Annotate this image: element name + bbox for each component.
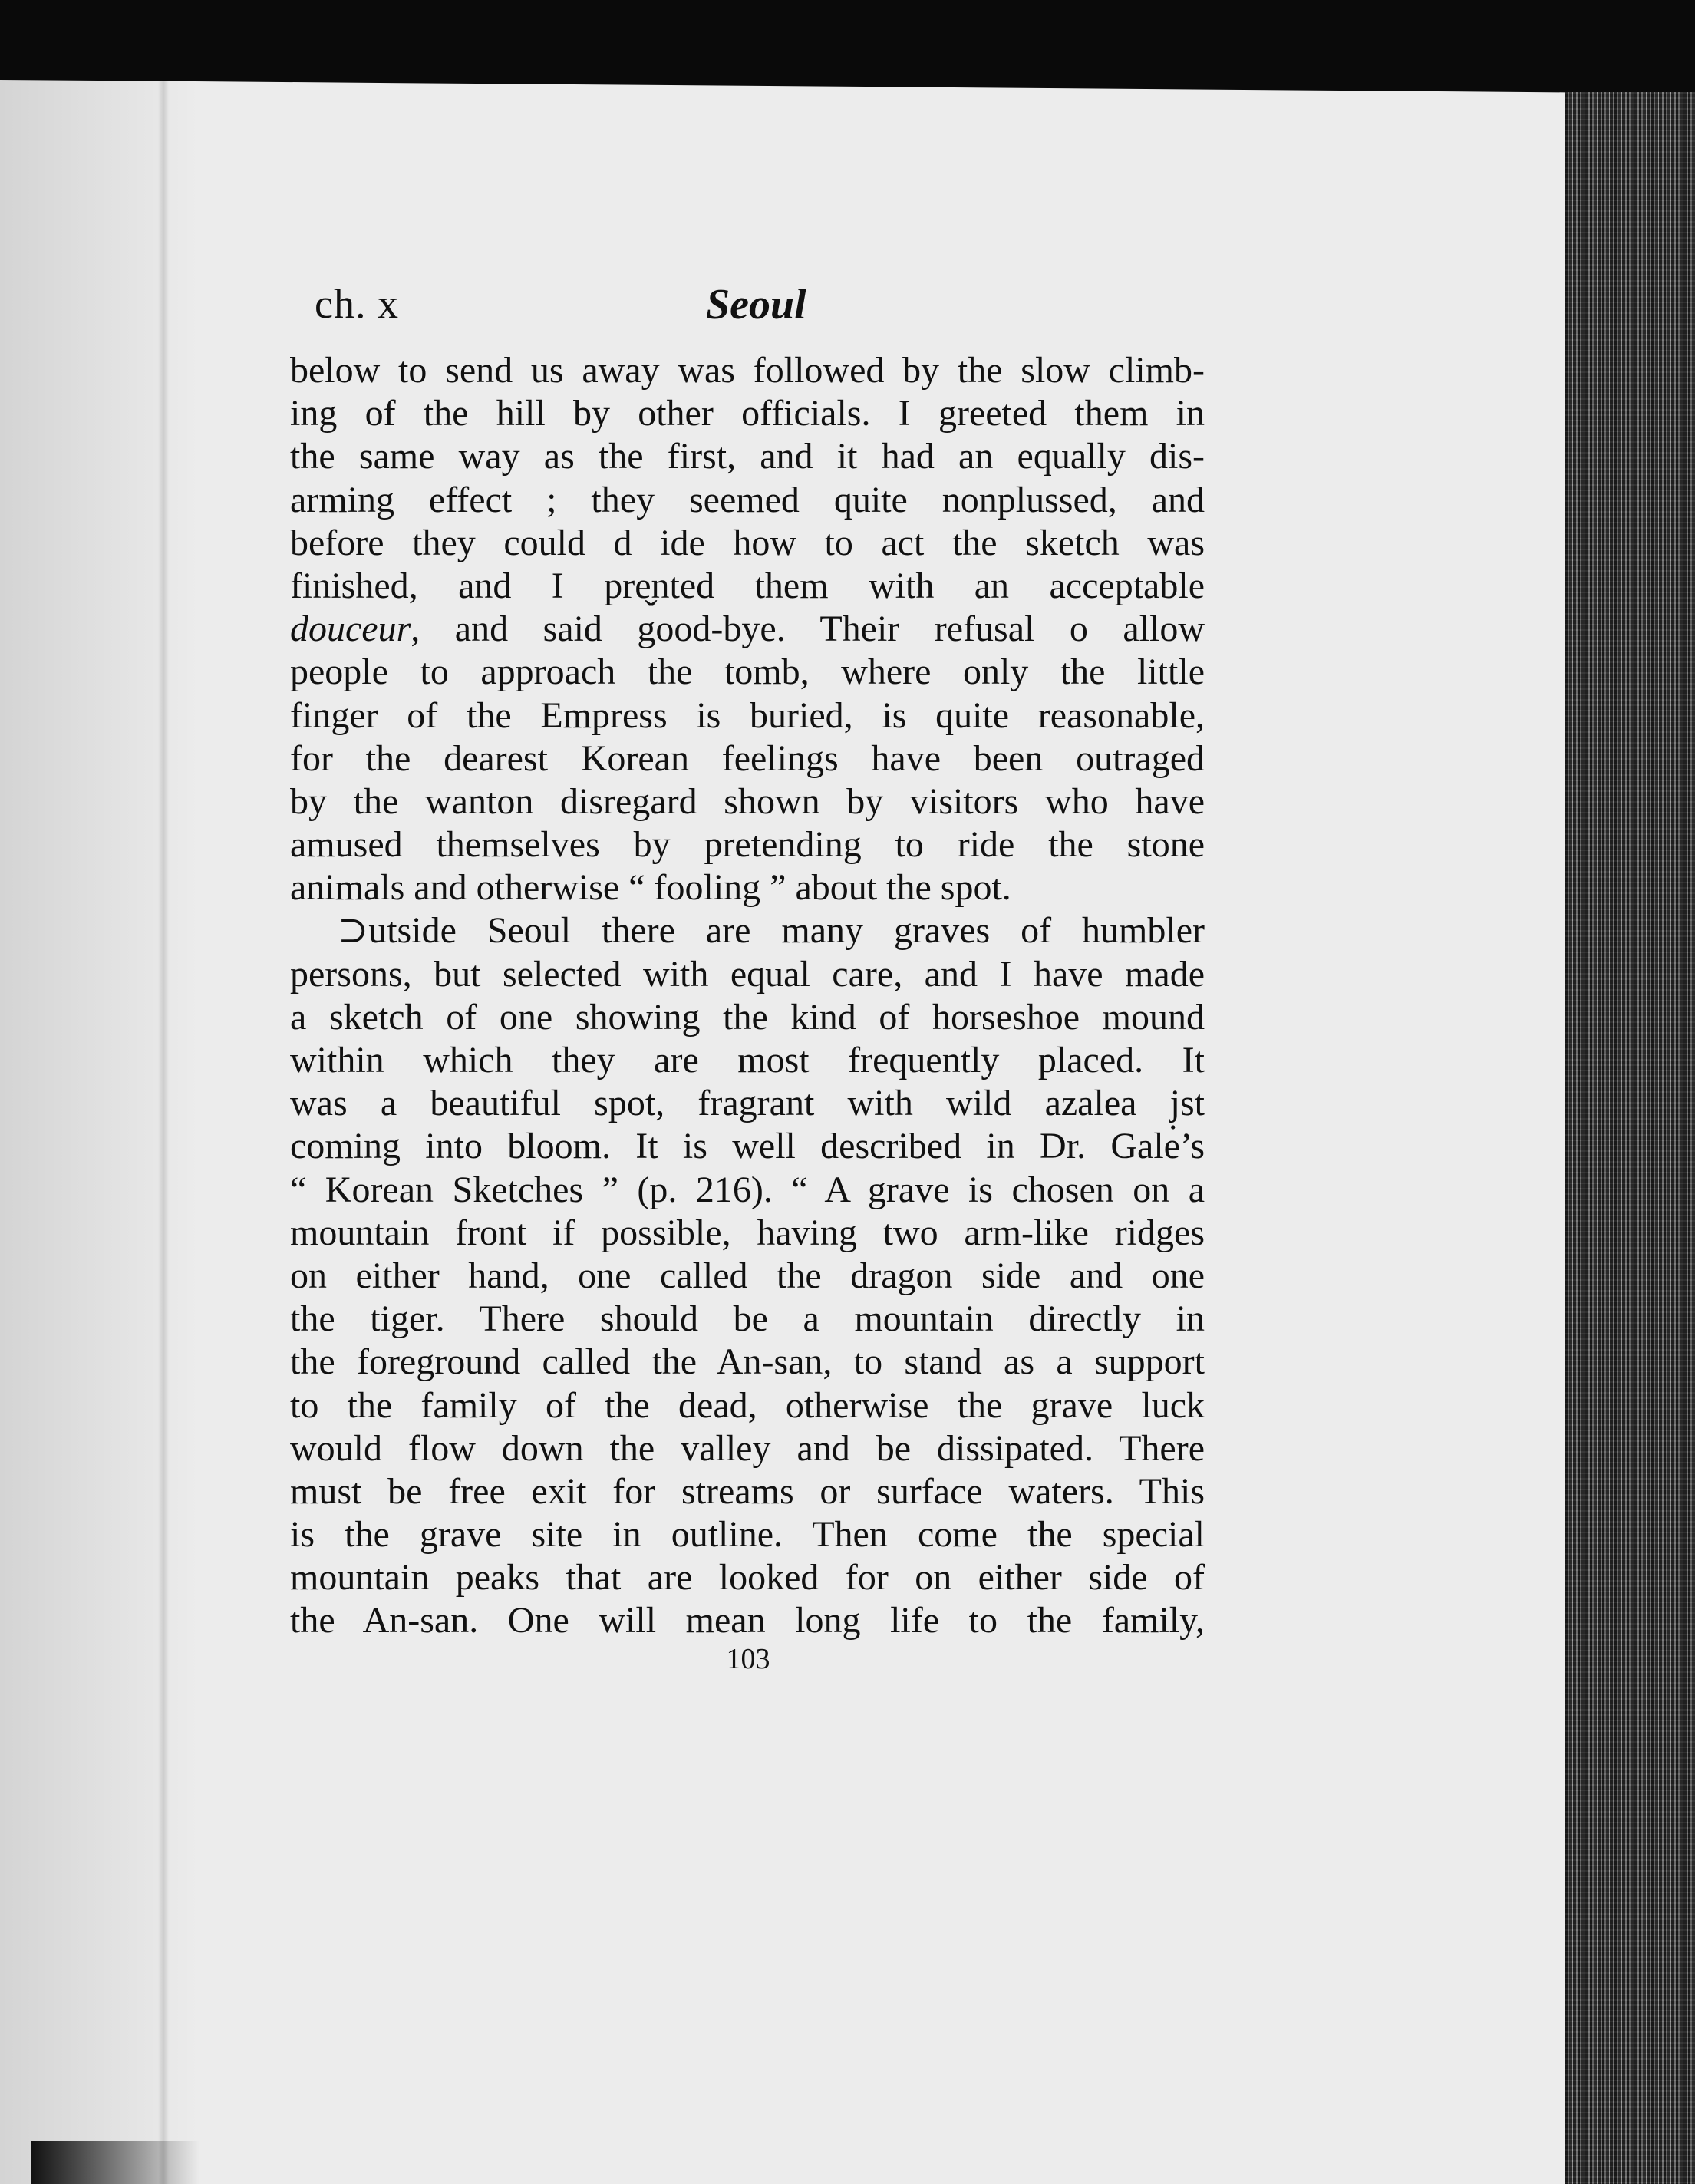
running-head (315, 280, 806, 349)
fore-edge-pages (1565, 92, 1695, 2184)
text-line: to the family of the dead, otherwise the grave luck (290, 1384, 1205, 1426)
text-line: the An-san. One will mean long life to the family, (290, 1600, 1205, 1641)
text-line: mountain peaks that are looked for on either side of (290, 1557, 1205, 1598)
text-line: would flow down the valley and be dissipated. There (290, 1427, 1205, 1469)
text-line: is the grave site in outline. Then come the special (290, 1514, 1205, 1556)
text-line: coming into bloom. It is well described in Dr. Gale’s (290, 1126, 1205, 1167)
gutter-shadow (0, 80, 200, 2184)
text-line (290, 608, 1205, 651)
text-line: arming effect ; they seemed quite nonplussed, and (290, 479, 1205, 520)
text-line: below to send us away was followed by the slow climb- (290, 350, 1205, 391)
text-line: within which they are most frequently placed. It (290, 1040, 1205, 1080)
text-line: was a beautiful spot, fragrant with wild azalea j̣̣st (290, 1083, 1205, 1124)
text-line: people to approach the tomb, where only the little (290, 652, 1205, 693)
text-line: ⊃utside Seoul there are many graves of humbler (338, 910, 1205, 952)
text-line: “ Korean Sketches ” (p. 216). “ A grave is chosen on a (290, 1169, 1205, 1210)
body-text (290, 349, 1205, 1643)
text-line: a sketch of one showing the kind of horseshoe mound (290, 996, 1205, 1038)
italic-word: douceur (290, 609, 411, 650)
text-line: mountain front if possible, having two arm-like ridges (290, 1212, 1205, 1253)
text-line: finger of the Empress is buried, is quite reasonable, (290, 694, 1205, 736)
gutter-fold (158, 80, 169, 2184)
text-line: ing of the hill by other officials. I greeted them in (290, 393, 1205, 434)
text-line: must be free exit for streams or surface waters. This (290, 1470, 1205, 1512)
text-line: animals and otherwise “ fooling ” about the spot. (290, 867, 1011, 909)
text-line: persons, but selected with equal care, and I have made (290, 953, 1205, 995)
text-line: amused themselves by pretending to ride the stone (290, 824, 1205, 866)
text-line: for the dearest Korean feelings have been outraged (290, 737, 1205, 779)
line-remainder: , and said good-bye. Their refusal o allow (411, 609, 1205, 650)
text-line: the foreground called the An-san, to stand as a support (290, 1341, 1205, 1383)
text-line: the same way as the first, and it had an equally dis- (290, 436, 1205, 477)
text-line: the tiger. There should be a mountain directly in (290, 1298, 1205, 1340)
text-line: on either hand, one called the dragon side and one (290, 1255, 1205, 1296)
running-head-title: Seoul (706, 281, 806, 328)
text-line: by the wanton disregard shown by visitors who have (290, 780, 1205, 822)
page-number: 103 (726, 1643, 770, 1675)
text-line: finished, and I pre̬̬nted them with an acceptable (290, 565, 1205, 606)
page-corner-shadow (31, 2141, 200, 2184)
text-line: before they could d ide how to act the sketch was (290, 522, 1205, 563)
chapter-label: ch. x (315, 281, 399, 327)
